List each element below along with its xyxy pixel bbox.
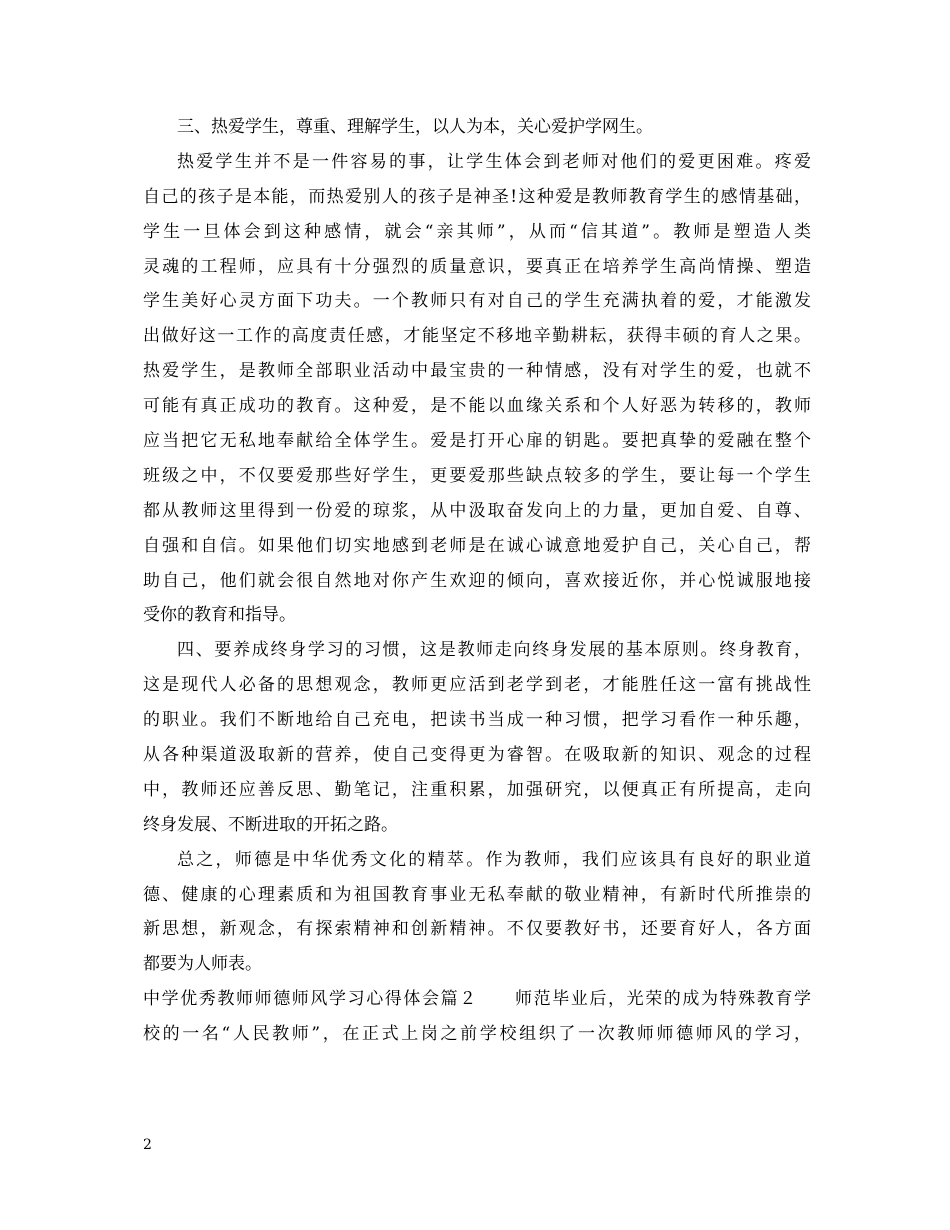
text-line: 可能有真正成功的教育。这种爱，是不能以血缘关系和个人好恶为转移的，教师 xyxy=(143,396,811,417)
text-line: 德、健康的心理素质和为祖国教育事业无私奉献的敬业精神，有新时代所推崇的 xyxy=(143,884,811,905)
text-line: 四、要养成终身学习的习惯，这是教师走向终身发展的基本原则。终身教育， xyxy=(177,640,811,661)
text-line: 中学优秀教师师德师风学习心得体会篇２ 师范毕业后，光荣的成为特殊教育学 xyxy=(143,989,811,1010)
text-line: 校的一名“人民教师”，在正式上岗之前学校组织了一次教师师德师风的学习， xyxy=(143,1024,811,1045)
text-line: 受你的教育和指导。 xyxy=(143,605,296,626)
text-line: 新思想，新观念，有探索精神和创新精神。不仅要教好书，还要育好人，各方面 xyxy=(143,919,811,940)
page-number: 2 xyxy=(143,1137,152,1153)
text-line: 终身发展、不断进取的开拓之路。 xyxy=(143,814,398,835)
text-line: 热爱学生并不是一件容易的事，让学生体会到老师对他们的爱更困难。疼爱 xyxy=(177,151,811,172)
text-line: 三、热爱学生，尊重、理解学生，以人为本，关心爱护学网生。 xyxy=(177,117,653,137)
text-line: 总之，师德是中华优秀文化的精萃。作为教师，我们应该具有良好的职业道 xyxy=(177,849,811,870)
text-line: 自强和自信。如果他们切实地感到老师是在诚心诚意地爱护自己，关心自己，帮 xyxy=(143,535,811,556)
text-line: 这是现代人必备的思想观念，教师更应活到老学到老，才能胜任这一富有挑战性 xyxy=(143,675,811,696)
text-line: 班级之中，不仅要爱那些好学生，更要爱那些缺点较多的学生，要让每一个学生 xyxy=(143,465,811,486)
text-line: 自己的孩子是本能，而热爱别人的孩子是神圣!这种爱是教师教育学生的感情基础， xyxy=(143,186,811,207)
text-line: 中，教师还应善反思、勤笔记，注重积累，加强研究，以便真正有所提高，走向 xyxy=(143,779,811,800)
text-line: 出做好这一工作的高度责任感，才能坚定不移地辛勤耕耘，获得丰硕的育人之果。 xyxy=(143,326,811,347)
text-line: 都要为人师表。 xyxy=(143,954,262,975)
document-body xyxy=(143,110,811,1052)
text-line: 应当把它无私地奉献给全体学生。爱是打开心扉的钥匙。要把真挚的爱融在整个 xyxy=(143,431,811,452)
text-line: 助自己，他们就会很自然地对你产生欢迎的倾向，喜欢接近你，并心悦诚服地接 xyxy=(143,570,811,591)
text-line: 的职业。我们不断地给自己充电，把读书当成一种习惯，把学习看作一种乐趣， xyxy=(143,710,811,731)
text-line: 灵魂的工程师，应具有十分强烈的质量意识，要真正在培养学生高尚情操、塑造 xyxy=(143,256,811,277)
text-line: 热爱学生，是教师全部职业活动中最宝贵的一种情感，没有对学生的爱，也就不 xyxy=(143,361,811,382)
text-line: 学生美好心灵方面下功夫。一个教师只有对自己的学生充满执着的爱，才能激发 xyxy=(143,291,811,312)
text-line: 从各种渠道汲取新的营养，使自己变得更为睿智。在吸取新的知识、观念的过程 xyxy=(143,745,811,766)
text-line: 学生一旦体会到这种感情，就会“亲其师”，从而“信其道”。教师是塑造人类 xyxy=(143,221,811,242)
text-line: 都从教师这里得到一份爱的琼浆，从中汲取奋发向上的力量，更加自爱、自尊、 xyxy=(143,500,811,521)
